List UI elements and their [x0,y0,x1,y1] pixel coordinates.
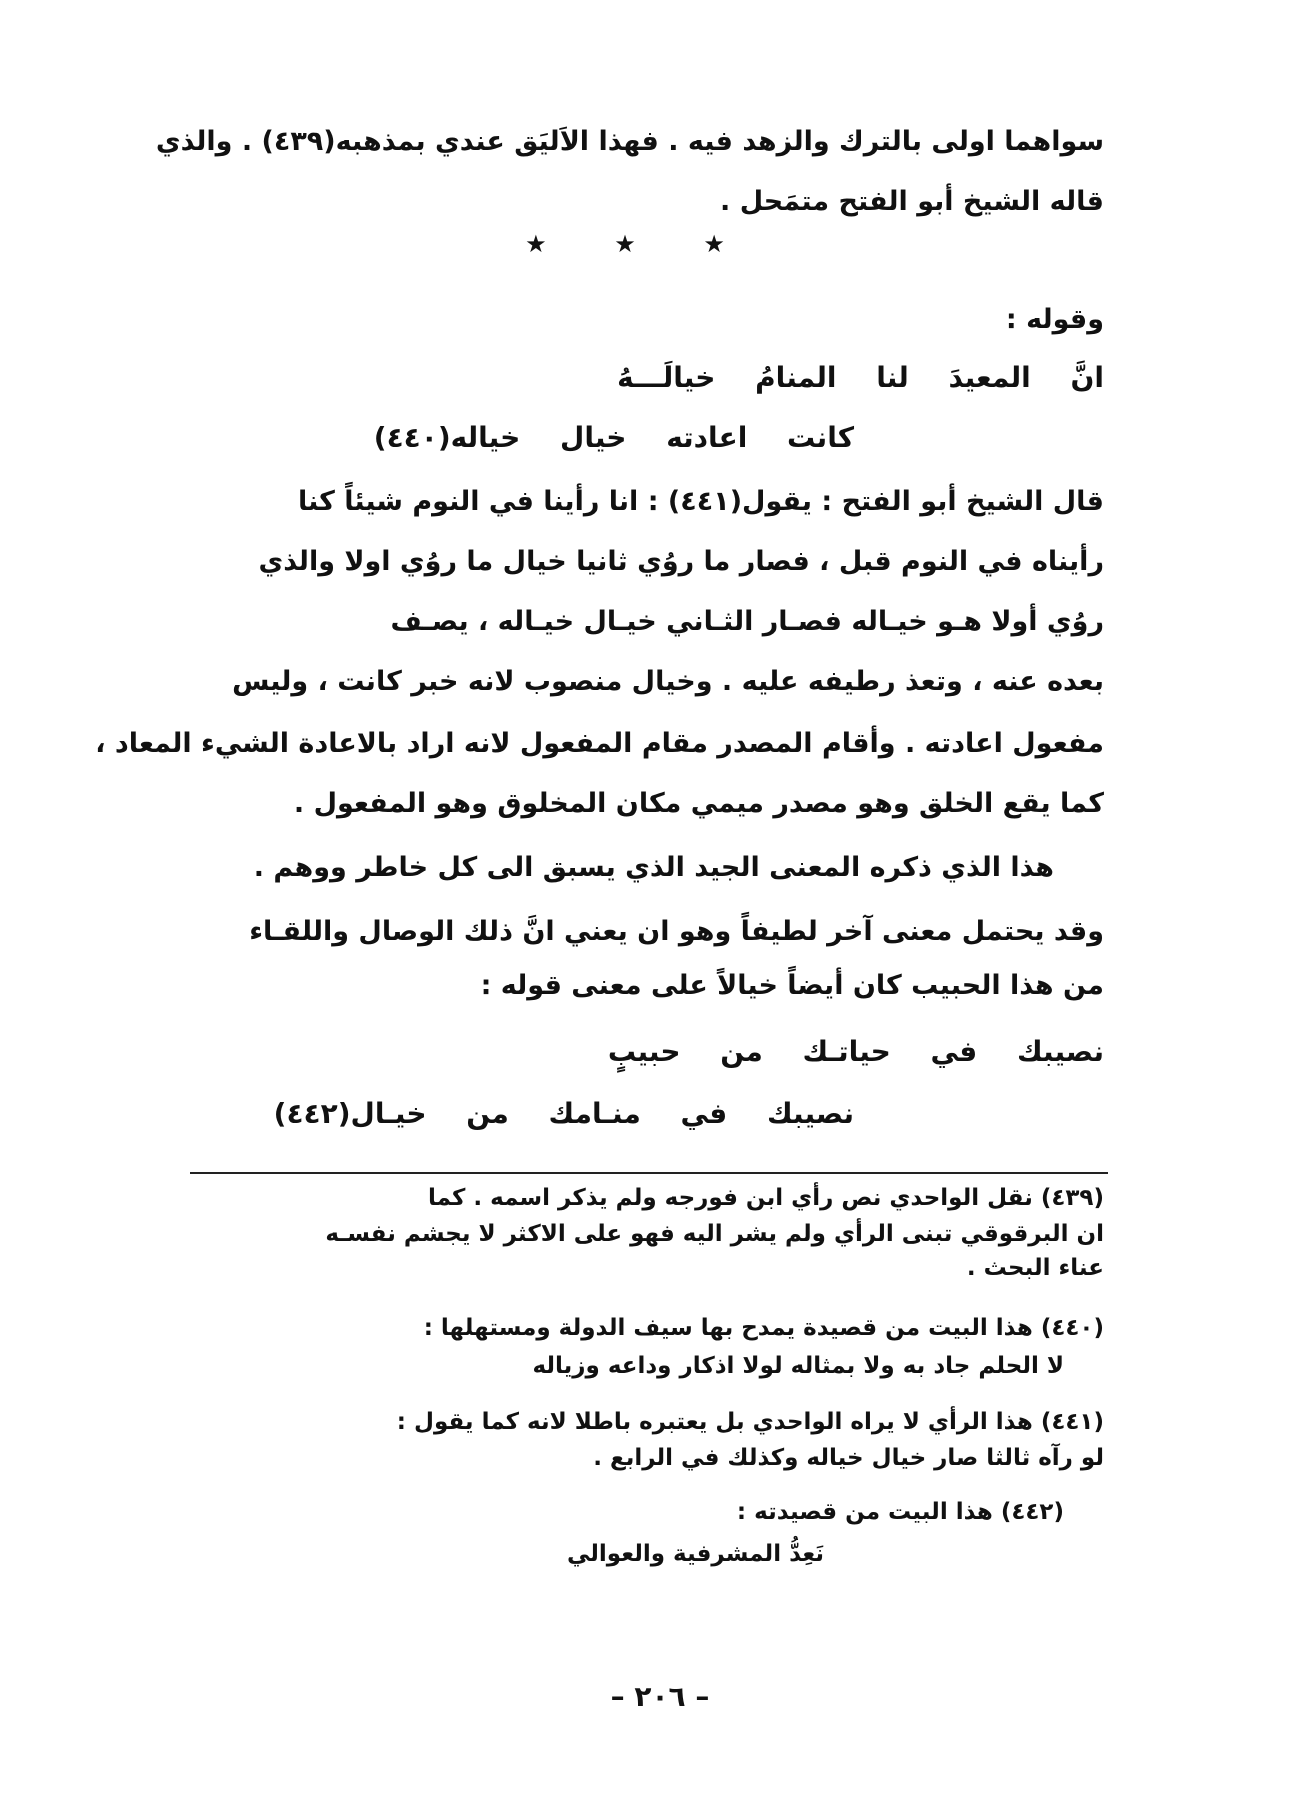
body-line: هذا الذي ذكره المعنى الجيد الذي يسبق الى كل خاطر ووهم . [253,852,1054,883]
footnote-verse: لا الحلم جاد به ولا بمثاله لولا اذكار وداعه وزياله [532,1353,1064,1379]
body-line: مفعول اعادته . وأقام المصدر مقام المفعول لانه اراد بالاعادة الشيء المعاد ، [95,728,1104,759]
body-line: كما يقع الخلق وهو مصدر ميمي مكان المخلوق وهو المفعول . [293,788,1104,819]
footnote-line: (٤٤٢) هذا البيت من قصيدته : [736,1499,1064,1525]
footnote-line: (٤٣٩) نقل الواحدي نص رأي ابن فورجه ولم يذكر اسمه . كما [427,1185,1104,1211]
body-line: قال الشيخ أبو الفتح : يقول(٤٤١) : انا رأينا في النوم شيئاً كنا [297,486,1104,517]
footnote-line: (٤٤١) هذا الرأي لا يراه الواحدي بل يعتبره باطلا لانه كما يقول : [396,1409,1104,1435]
body-line: سواهما اولى بالترك والزهد فيه . فهذا الاَليَق عندي بمذهبه(٤٣٩) . والذي [155,126,1104,157]
section-divider-stars: ★ ★ ★ [525,230,755,258]
body-line: وقوله : [1005,304,1104,335]
footnote-separator [190,1172,1108,1174]
verse-hemistich: نصيبك في منـامك من خيـال(٤٤٢) [273,1097,854,1130]
body-line: من هذا الحبيب كان أيضاً خيالاً على معنى قوله : [480,970,1104,1001]
body-line: روُي أولا هـو خيـاله فصـار الثـاني خيـال خيـاله ، يصـف [390,606,1104,637]
body-line: بعده عنه ، وتعذ رطيفه عليه . وخيال منصوب لانه خبر كانت ، وليس [232,666,1104,697]
page-number: – ٢٠٦ – [610,1680,710,1713]
footnote-line: ان البرقوقي تبنى الرأي ولم يشر اليه فهو على الاكثر لا يجشم نفسـه [325,1221,1104,1247]
verse-hemistich: انَّ المعيدَ لنا المنامُ خيالَـــهُ [617,361,1104,394]
verse-hemistich: كانت اعادته خيال خياله(٤٤٠) [373,421,854,454]
footnote-verse: نَعِدُّ المشرفية والعوالي [567,1541,824,1567]
footnote-line: لو رآه ثالثا صار خيال خياله وكذلك في الرابع . [593,1445,1104,1471]
body-line: رأيناه في النوم قبل ، فصار ما روُي ثانيا خيال ما روُي اولا والذي [258,546,1104,577]
verse-hemistich: نصيبك في حياتـك من حبيبٍ [607,1035,1104,1068]
footnote-line: عناء البحث . [966,1255,1104,1281]
footnote-line: (٤٤٠) هذا البيت من قصيدة يمدح بها سيف الدولة ومستهلها : [423,1315,1104,1341]
body-line: قاله الشيخ أبو الفتح متمَحل . [720,186,1104,217]
body-line: وقد يحتمل معنى آخر لطيفاً وهو ان يعني انَّ ذلك الوصال واللقـاء [249,916,1104,947]
